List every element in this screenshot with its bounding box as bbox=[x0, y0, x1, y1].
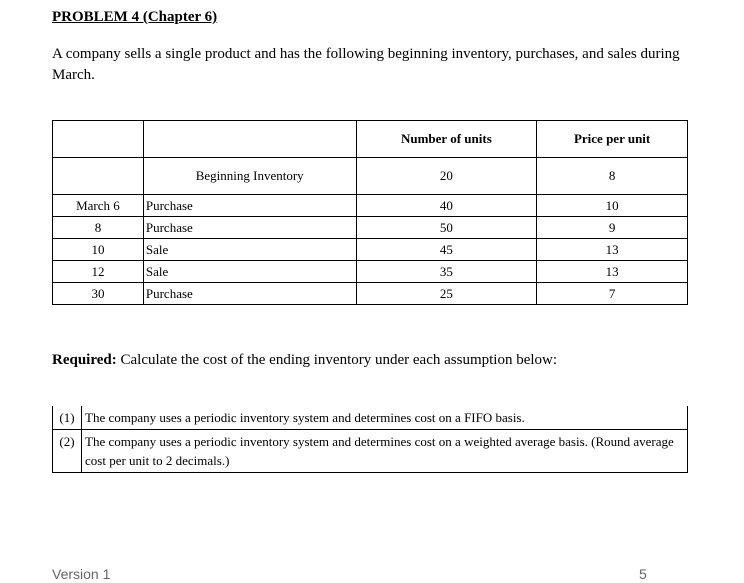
row-date: 30 bbox=[53, 283, 144, 305]
row-type: Sale bbox=[143, 239, 356, 261]
row-type: Purchase bbox=[143, 283, 356, 305]
row-units: 50 bbox=[356, 217, 537, 239]
header-price: Price per unit bbox=[537, 121, 688, 158]
requirement-number: (2) bbox=[53, 430, 82, 473]
row-units: 35 bbox=[356, 261, 537, 283]
row-date: 12 bbox=[53, 261, 144, 283]
footer-page-number: 5 bbox=[639, 566, 647, 582]
required-text: Calculate the cost of the ending inventory under each assumption below: bbox=[116, 352, 558, 368]
requirements-table bbox=[52, 406, 688, 473]
row-price: 13 bbox=[537, 261, 688, 283]
table-row bbox=[53, 195, 688, 217]
requirement-text: The company uses a periodic inventory system and determines cost on a FIFO basis. bbox=[82, 406, 688, 430]
row-type: Purchase bbox=[143, 195, 356, 217]
table-row bbox=[53, 217, 688, 239]
beginning-units: 20 bbox=[356, 158, 537, 195]
table-header-row bbox=[53, 121, 688, 158]
requirement-item bbox=[53, 430, 688, 473]
row-units: 25 bbox=[356, 283, 537, 305]
row-units: 45 bbox=[356, 239, 537, 261]
row-price: 13 bbox=[537, 239, 688, 261]
requirement-text: The company uses a periodic inventory system and determines cost on a weighted average basis. (Round average cost per unit to 2 decimals.) bbox=[82, 430, 688, 473]
required-label: Required: bbox=[52, 352, 117, 368]
row-date: March 6 bbox=[53, 195, 144, 217]
beginning-price: 8 bbox=[537, 158, 688, 195]
row-type: Purchase bbox=[143, 217, 356, 239]
requirement-item bbox=[53, 406, 688, 430]
requirement-number: (1) bbox=[53, 406, 82, 430]
row-price: 10 bbox=[537, 195, 688, 217]
table-row bbox=[53, 283, 688, 305]
header-date bbox=[53, 121, 144, 158]
header-units: Number of units bbox=[356, 121, 537, 158]
beginning-inventory-row bbox=[53, 158, 688, 195]
problem-title: PROBLEM 4 (Chapter 6) bbox=[52, 9, 218, 25]
row-date: 10 bbox=[53, 239, 144, 261]
required-instruction bbox=[52, 352, 557, 369]
beginning-label: Beginning Inventory bbox=[143, 158, 356, 195]
row-units: 40 bbox=[356, 195, 537, 217]
inventory-table bbox=[52, 120, 688, 305]
header-type bbox=[143, 121, 356, 158]
problem-intro: A company sells a single product and has the following beginning inventory, purchases, and sales during March. bbox=[52, 46, 680, 83]
row-type: Sale bbox=[143, 261, 356, 283]
row-date: 8 bbox=[53, 217, 144, 239]
row-price: 9 bbox=[537, 217, 688, 239]
table-row bbox=[53, 239, 688, 261]
footer-version: Version 1 bbox=[52, 566, 111, 582]
table-row bbox=[53, 261, 688, 283]
row-price: 7 bbox=[537, 283, 688, 305]
